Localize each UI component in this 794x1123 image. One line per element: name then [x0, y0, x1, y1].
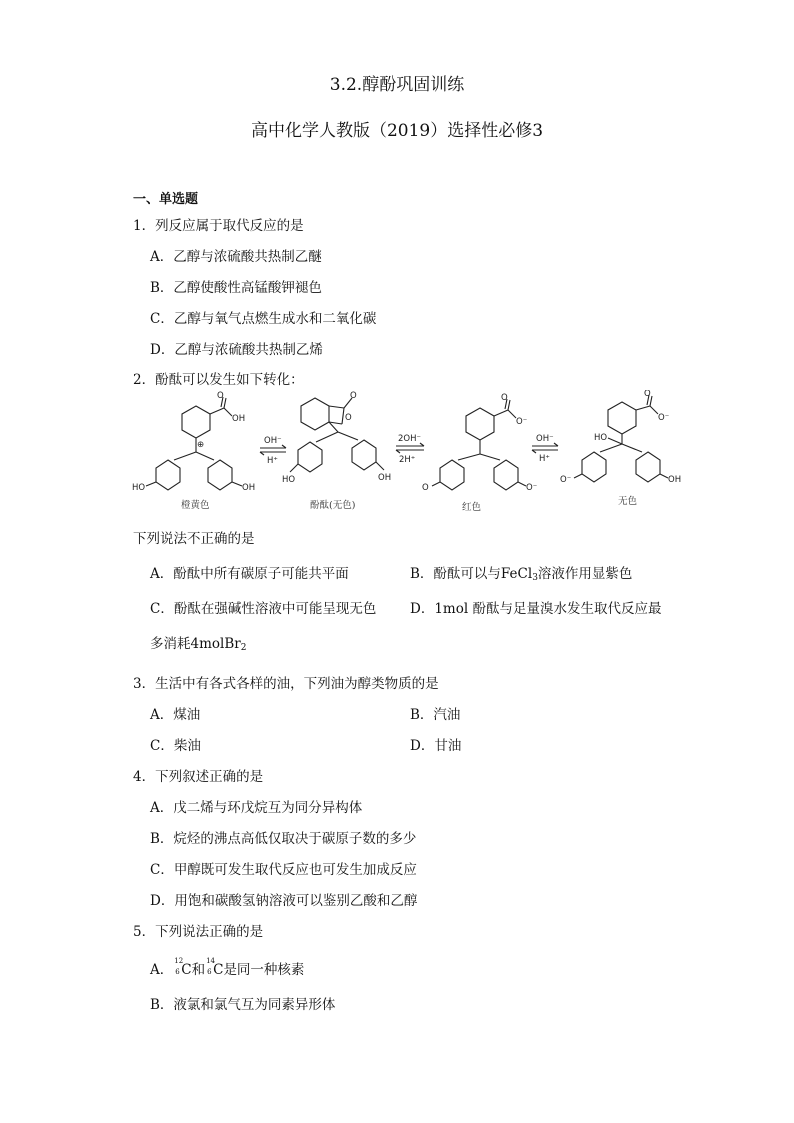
q1-option-b: B．乙醇使酸性高锰酸钾褪色	[150, 280, 322, 296]
struct1-ho-label: HO	[132, 483, 146, 493]
structure-colorless	[574, 395, 668, 482]
q1-option-a: A．乙醇与浓硫酸共热制乙醚	[150, 249, 322, 265]
q5-and: 和	[191, 962, 206, 978]
isotope2-z: 6	[207, 968, 212, 976]
q2-option-b-pre: B．酚酞可以与	[410, 566, 501, 582]
q2-option-b	[410, 562, 632, 583]
caption-red: 红色	[462, 502, 482, 513]
arrow2-top: 2OH⁻	[398, 434, 421, 444]
caption-colorless: 无色	[618, 496, 638, 507]
equilibrium-arrow-2	[396, 443, 424, 453]
q2-stem: 2．酚酞可以发生如下转化：	[133, 372, 304, 388]
page-title: 3.2.醇酚巩固训练	[329, 75, 465, 95]
q3-option-a: A．煤油	[150, 707, 201, 723]
q1-option-d: D．乙醇与浓硫酸共热制乙烯	[150, 342, 323, 358]
struct2-ring-o-label: O	[345, 413, 352, 423]
q4-option-b: B．烷烃的沸点高低仅取决于碳原子数的多少	[150, 831, 417, 847]
struct4-o-label: O	[644, 390, 651, 399]
struct2-ho-label: HO	[282, 475, 296, 485]
struct4-ho-label: HO	[594, 433, 608, 443]
struct4-ominus2-label: O⁻	[560, 475, 572, 485]
struct1-o-label: O	[217, 391, 224, 401]
section-heading: 一、单选题	[133, 192, 199, 207]
q5-stem: 5．下列说法正确的是	[133, 924, 264, 940]
struct2-o-label: O	[350, 391, 357, 401]
struct3-ominus-label: O⁻	[516, 417, 528, 427]
fecl3-formula	[501, 566, 538, 582]
q3-option-b: B．汽油	[410, 707, 461, 723]
q2-option-d-pre: 多消耗	[150, 636, 191, 652]
q2-prompt: 下列说法不正确的是	[133, 531, 255, 547]
page-subtitle: 高中化学人教版（2019）选择性必修3	[250, 121, 544, 141]
isotope2-symbol: C	[213, 962, 224, 978]
phenolphthalein-scheme	[130, 390, 695, 515]
struct4-ominus-label: O⁻	[658, 413, 670, 423]
isotope1-notation	[173, 957, 184, 976]
struct1-oh2-label: OH	[242, 483, 256, 493]
structure-phenolphthalein	[290, 398, 384, 472]
q2-option-c: C．酚酞在强碱性溶液中可能呈现无色	[150, 601, 377, 617]
q4-option-d: D．用饱和碳酸氢钠溶液可以鉴别乙酸和乙醇	[150, 893, 418, 909]
structure-red	[432, 399, 526, 490]
caption-orange: 橙黄色	[181, 500, 210, 511]
fecl3-subscript: 3	[532, 573, 538, 583]
q2-option-b-post: 溶液作用显紫色	[537, 566, 633, 582]
scheme-svg	[130, 390, 695, 515]
br2-subscript: 2	[240, 643, 247, 653]
q5-option-a	[150, 958, 304, 978]
q3-option-d: D．甘油	[410, 738, 462, 754]
isotope1-symbol: C	[181, 962, 192, 978]
q2-option-a: A．酚酞中所有碳原子可能共平面	[150, 566, 349, 582]
arrow2-bottom: 2H⁺	[399, 455, 416, 465]
struct4-oh-label: OH	[668, 475, 682, 485]
isotope1-z: 6	[175, 968, 180, 976]
q5-option-a-pre: A．	[150, 962, 174, 978]
q1-option-c: C．乙醇与氧气点燃生成水和二氧化碳	[150, 311, 377, 327]
struct2-oh-label: OH	[378, 473, 392, 483]
br2-formula	[191, 636, 247, 652]
caption-phenolphthalein: 酚酞(无色)	[310, 500, 356, 511]
q3-stem: 3．生活中有各式各样的油，下列油为醇类物质的是	[133, 676, 439, 692]
isotope2-mass: 14	[206, 957, 216, 965]
arrow1-bottom: H⁺	[267, 456, 278, 466]
struct1-plus-label: ⊕	[197, 440, 205, 450]
arrow1-top: OH⁻	[264, 436, 282, 446]
q2-option-d: D．1mol 酚酞与足量溴水发生取代反应最	[410, 601, 662, 617]
struct3-o-bottom-label: O	[422, 483, 429, 493]
q5-option-b: B．液氯和氯气互为同素异形体	[150, 997, 336, 1013]
struct3-o-label: O	[501, 393, 508, 403]
q2-option-d-cont	[150, 632, 246, 653]
equilibrium-arrow-1	[260, 445, 286, 455]
fecl3-main: FeCl	[500, 566, 533, 582]
arrow3-top: OH⁻	[536, 434, 554, 444]
q3-option-c: C．柴油	[150, 738, 201, 754]
structure-orange	[146, 397, 242, 490]
q4-stem: 4．下列叙述正确的是	[133, 769, 264, 785]
isotope1-mass: 12	[174, 957, 184, 965]
arrow3-bottom: H⁺	[539, 454, 550, 464]
br2-main: 4molBr	[190, 636, 241, 652]
q5-option-a-post: 是同一种核素	[223, 962, 305, 978]
isotope2-notation	[205, 957, 216, 976]
q4-option-c: C．甲醇既可发生取代反应也可发生加成反应	[150, 862, 417, 878]
struct3-ominus2-label: O⁻	[526, 483, 538, 493]
equilibrium-arrow-3	[532, 443, 558, 453]
q4-option-a: A．戊二烯与环戊烷互为同分异构体	[150, 800, 363, 816]
q1-stem: 1．列反应属于取代反应的是	[133, 218, 304, 234]
struct1-oh-label: OH	[232, 414, 246, 424]
